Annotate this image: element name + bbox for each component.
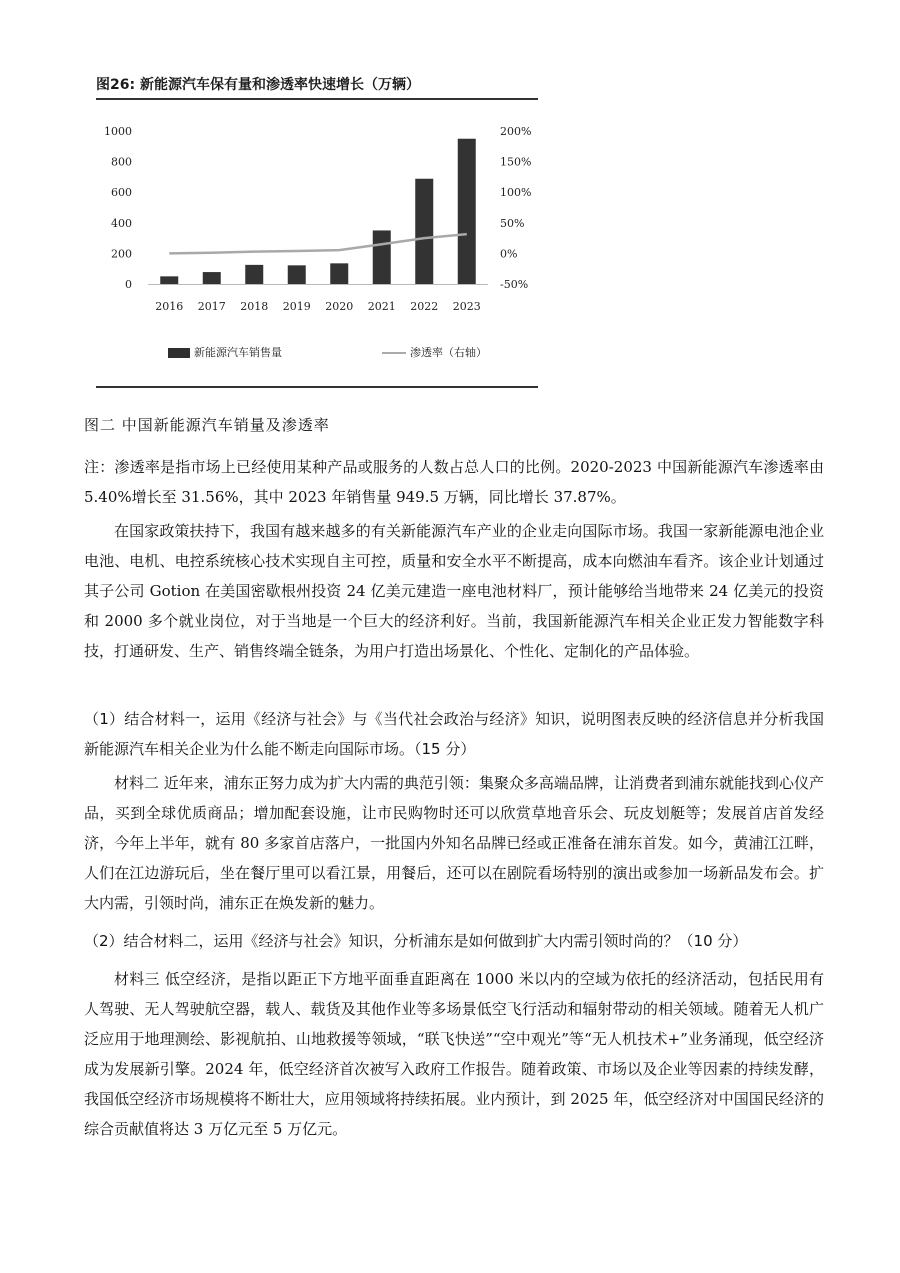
figure-bottom-rule xyxy=(96,386,538,388)
x-tick-label: 2021 xyxy=(367,300,396,313)
y-right-tick-label: 100% xyxy=(500,186,532,200)
x-tick-label: 2016 xyxy=(155,300,184,313)
bar-2020 xyxy=(330,263,348,284)
bar-2022 xyxy=(415,179,433,284)
y-right-tick-label: 0% xyxy=(500,247,518,261)
bar-2023 xyxy=(458,139,476,284)
bar-2017 xyxy=(203,272,221,284)
y-left-tick-label: 1000 xyxy=(104,125,132,138)
material-three-paragraph: 材料三 低空经济，是指以距正下方地平面垂直距离在 1000 米以内的空域为依托的经济活动，包括民用有人驾驶、无人驾驶航空器，载人、载货及其他作业等多场景低空飞行活动和辐射带动的相关领域。随着无人机广泛应用于地理测绘、影视航拍、山地救援等领域，“联飞快送”“空中观光”等“无人机技术+”业务涌现，低空经济成为发展新引擎。2024 年，低空经济首次被写入政府工作报告。随着政策、市场以及企业等因素的持续发酵，我国低空经济市场规模将不断壮大，应用领域将持续拓展。业内预计，到 2025 年，低空经济对中国国民经济的综合贡献值将达 3 万亿元至 5 万亿元。 xyxy=(84,970,824,1138)
legend-bar-entry xyxy=(168,344,282,360)
y-right-tick-label: 200% xyxy=(500,125,532,138)
y-left-tick-label: 0 xyxy=(125,278,132,291)
material-one-paragraph: 在国家政策扶持下，我国有越来越多的有关新能源汽车产业的企业走向国际市场。我国一家新能源电池企业电池、电机、电控系统核心技术实现自主可控，质量和安全水平不断提高，成本向燃油车看齐。该企业计划通过其子公司 Gotion 在美国密歇根州投资 24 亿美元建造一座电池材料厂，预计能够给当地带来 24 亿美元的投资和 2000 多个就业岗位，对于当地是一个巨大的经济利好。当前，我国新能源汽车相关企业正发力智能数字科技，打通研发、生产、销售终端全链条，为用户打造出场景化、个性化、定制化的产品体验。 xyxy=(84,522,824,660)
legend-line-swatch xyxy=(382,352,406,354)
figure-caption: 图二 中国新能源汽车销量及渗透率 xyxy=(84,416,330,434)
y-right-tick-label: 150% xyxy=(500,155,532,169)
material-two-paragraph: 材料二 近年来，浦东正努力成为扩大内需的典范引领：集聚众多高端品牌，让消费者到浦东就能找到心仪产品，买到全球优质商品；增加配套设施，让市民购物时还可以欣赏草地音乐会、玩皮划艇等；发展首店首发经济，今年上半年，就有 80 多家首店落户，一批国内外知名品牌已经或正准备在浦东首发。如今，黄浦江江畔，人们在江边游玩后，坐在餐厅里可以看江景，用餐后，还可以在剧院看场特别的演出或参加一场新品发布会。扩大内需，引领时尚，浦东正在焕发新的魅力。 xyxy=(84,774,824,912)
question-2: （2）结合材料二，运用《经济与社会》知识，分析浦东是如何做到扩大内需引领时尚的？（10 分） xyxy=(84,932,748,950)
bar-2016 xyxy=(160,276,178,284)
legend-line-label: 渗透率（右轴） xyxy=(410,346,487,359)
y-right-tick-label: -50% xyxy=(500,278,529,291)
chart-note: 注：渗透率是指市场上已经使用某种产品或服务的人数占总人口的比例。2020-2023 中国新能源汽车渗透率由 5.40%增长至 31.56%，其中 2023 年销售量 949.5 万辆，同比增长 37.87%。 xyxy=(84,458,824,506)
x-tick-label: 2017 xyxy=(197,300,226,313)
x-tick-label: 2023 xyxy=(452,300,481,313)
x-tick-label: 2020 xyxy=(325,300,354,313)
y-left-tick-label: 200 xyxy=(111,247,132,261)
y-left-tick-label: 800 xyxy=(111,155,132,169)
legend-line-entry xyxy=(382,344,487,360)
question-1: （1）结合材料一，运用《经济与社会》与《当代社会政治与经济》知识，说明图表反映的经济信息并分析我国新能源汽车相关企业为什么能不断走向国际市场。（15 分） xyxy=(84,710,824,758)
bar-2019 xyxy=(288,265,306,284)
x-tick-label: 2018 xyxy=(240,300,269,313)
legend-bar-swatch xyxy=(168,348,190,358)
y-left-tick-label: 400 xyxy=(111,216,132,230)
bar-2021 xyxy=(373,230,391,284)
chart-figure xyxy=(96,66,538,388)
bar-2018 xyxy=(245,265,263,284)
y-left-tick-label: 600 xyxy=(111,186,132,200)
chart-canvas xyxy=(96,66,538,388)
x-tick-label: 2022 xyxy=(410,300,439,313)
legend-bar-label: 新能源汽车销售量 xyxy=(194,346,282,359)
chart-title: 图26: 新能源汽车保有量和渗透率快速增长（万辆） xyxy=(96,77,420,93)
x-tick-label: 2019 xyxy=(282,300,311,313)
y-right-tick-label: 50% xyxy=(500,216,525,230)
